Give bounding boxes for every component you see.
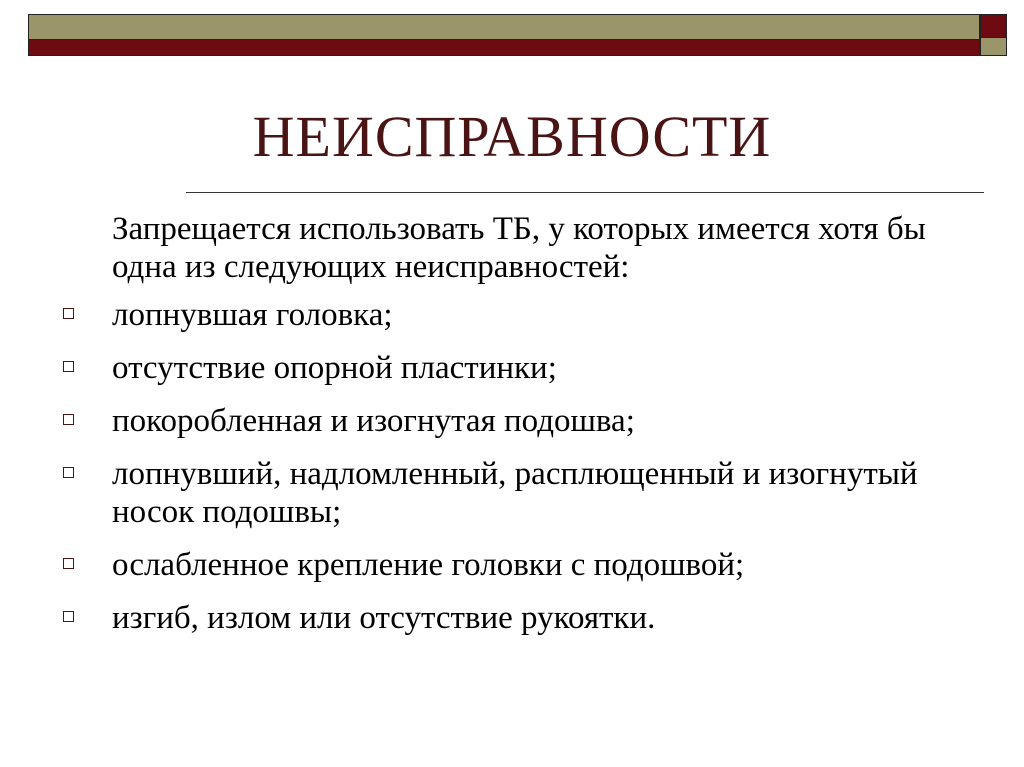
hollow-square-bullet-icon: [63, 414, 74, 425]
hollow-square-bullet-icon: [63, 611, 74, 622]
bullet-list: [60, 296, 980, 637]
list-item: [60, 599, 980, 637]
list-item: [60, 296, 980, 334]
bullet-text: лопнувший, надломленный, расплющенный и изогнутый носок подошвы;: [112, 456, 918, 530]
hollow-square-bullet-icon: [63, 308, 74, 319]
title-divider: [186, 192, 984, 193]
corner-decoration: [980, 14, 1007, 56]
intro-paragraph: Запрещается использовать ТБ, у которых имеется хотя бы одна из следующих неисправностей:: [112, 211, 926, 285]
bullet-text: ослабленное крепление головки с подошвой;: [112, 547, 745, 583]
bullet-text: изгиб, излом или отсутствие рукоятки.: [112, 600, 656, 636]
list-item: [60, 455, 980, 531]
bullet-text: лопнувшая головка;: [112, 297, 393, 333]
bullet-text: покоробленная и изогнутая подошва;: [112, 403, 635, 439]
list-item: [60, 546, 980, 584]
hollow-square-bullet-icon: [63, 467, 74, 478]
slide-body: [60, 210, 980, 652]
top-banner: [28, 14, 980, 56]
corner-maroon-square: [980, 14, 1007, 38]
corner-olive-square: [980, 38, 1007, 56]
hollow-square-bullet-icon: [63, 361, 74, 372]
bullet-text: отсутствие опорной пластинки;: [112, 350, 557, 386]
banner-olive-stripe: [29, 15, 979, 39]
slide-title: НЕИСПРАВНОСТИ: [252, 104, 772, 169]
banner-maroon-stripe: [29, 39, 979, 56]
hollow-square-bullet-icon: [63, 558, 74, 569]
list-item: [60, 402, 980, 440]
list-item: [60, 349, 980, 387]
